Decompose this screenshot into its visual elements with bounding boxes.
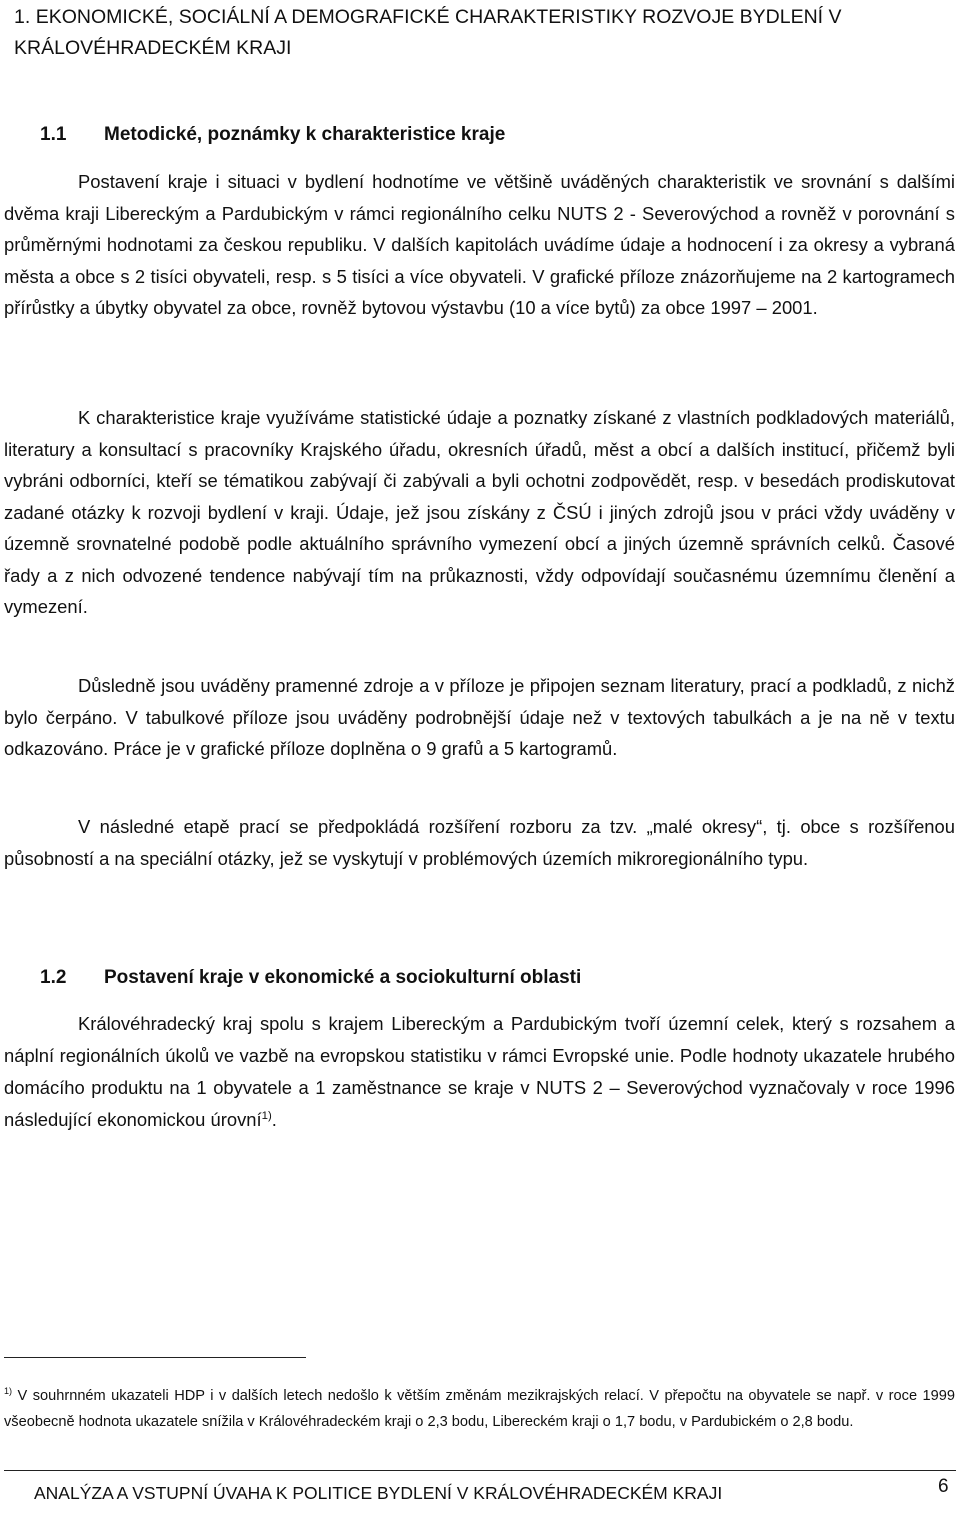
section-number: 1.2: [40, 967, 67, 988]
chapter-title: EKONOMICKÉ, SOCIÁLNÍ A DEMOGRAFICKÉ CHARAKTERISTIKY ROZVOJE BYDLENÍ V KRÁLOVÉHRADECKÉM KRAJI: [14, 6, 842, 59]
section-title: Metodické, poznámky k charakteristice kraje: [104, 124, 506, 145]
chapter-heading: [14, 2, 944, 64]
footnote-text: V souhrnném ukazateli HDP i v dalších letech nedošlo k větším změnám mezikrajských relací. V přepočtu na obyvatele se např. v roce 1999 všeobecně hodnota ukazatele snížila v Královéhradeckém kraji o 2,3 bodu, Libereckém kraji o 1,7 bodu, v Pardubickém o 2,8 bodu.: [4, 1388, 955, 1430]
paragraph: Postavení kraje i situaci v bydlení hodnotíme ve většině uváděných charakteristik ve srovnání s dalšími dvěma kraji Libereckým a Pardubickým v rámci regionálního celku NUTS 2 - Severovýchod a rovněž v porovnání s průměrnými hodnotami za českou republiku. V dalších kapitolách uvádíme údaje a hodnocení i za okresy a vybraná města a obce s 2 tisíci obyvateli, resp. s 5 tisíci a více obyvateli. V grafické příloze znázorňujeme na 2 kartogramech přírůstky a úbytky obyvatel za obce, rovněž bytovou výstavbu (10 a více bytů) za obce 1997 – 2001.: [4, 171, 955, 318]
footer-separator: [4, 1470, 956, 1471]
footnote-separator: [4, 1357, 306, 1358]
section-heading-1-1: [40, 121, 940, 149]
chapter-number: 1.: [14, 6, 31, 28]
paragraph-end: .: [271, 1109, 277, 1130]
section-title: Postavení kraje v ekonomické a sociokulturní oblasti: [104, 967, 582, 988]
paragraph: K charakteristice kraje využíváme statistické údaje a poznatky získané z vlastních podkladových materiálů, literatury a konsultací s pracovníky Krajského úřadu, okresních úřadů, měst a obcí a dalších institucí, přičemž byli vybráni odborníci, kteří se tématikou zabývají či zabývali a byli ochotni zodpovědět, resp. v besedách prodiskutovat zadané otázky k rozvoji bydlení v kraji. Údaje, jež jsou získány z ČSÚ i jiných zdrojů jsou v práci vždy uváděny v územně srovnatelné podobě podle aktuálního správního vymezení obcí a jiných územně správních celků. Časové řady a z nich odvozené tendence nabývají tím na průkaznosti, vždy odpovídají současnému územnímu členění a vymezení.: [4, 407, 955, 617]
footnote-reference[interactable]: 1): [261, 1109, 272, 1122]
paragraph-text: Královéhradecký kraj spolu s krajem Libereckým a Pardubickým tvoří územní celek, který s rozsahem a náplní regionálních úkolů ve vazbě na evropskou statistiku v rámci Evropské unie. Podle hodnoty ukazatele hrubého domácího produktu na 1 obyvatele a 1 zaměstnance se kraje v NUTS 2 – Severovýchod vyznačovaly v roce 1996 následující ekonomickou úrovní: [4, 1013, 955, 1130]
section-number: 1.1: [40, 124, 67, 145]
section-heading-1-2: [40, 964, 940, 992]
footnote: [4, 1383, 955, 1435]
footer-title: ANALÝZA A VSTUPNÍ ÚVAHA K POLITICE BYDLENÍ V KRÁLOVÉHRADECKÉM KRAJI: [34, 1483, 723, 1503]
paragraph: Důsledně jsou uváděny pramenné zdroje a v příloze je připojen seznam literatury, prací a podkladů, z nichž bylo čerpáno. V tabulkové příloze jsou uváděny podrobnější údaje než v textových tabulkách a je na ně v textu odkazováno. Práce je v grafické příloze doplněna o 9 grafů a 5 kartogramů.: [4, 675, 955, 759]
footnote-marker: 1): [4, 1386, 13, 1397]
paragraph: V následné etapě prací se předpokládá rozšíření rozboru za tzv. „malé okresy“, tj. obce s rozšířenou působností a na speciální otázky, jež se vyskytují v problémových územích mikroregionálního typu.: [4, 816, 955, 869]
page-number: 6: [938, 1476, 949, 1497]
paragraph: [4, 1008, 955, 1136]
